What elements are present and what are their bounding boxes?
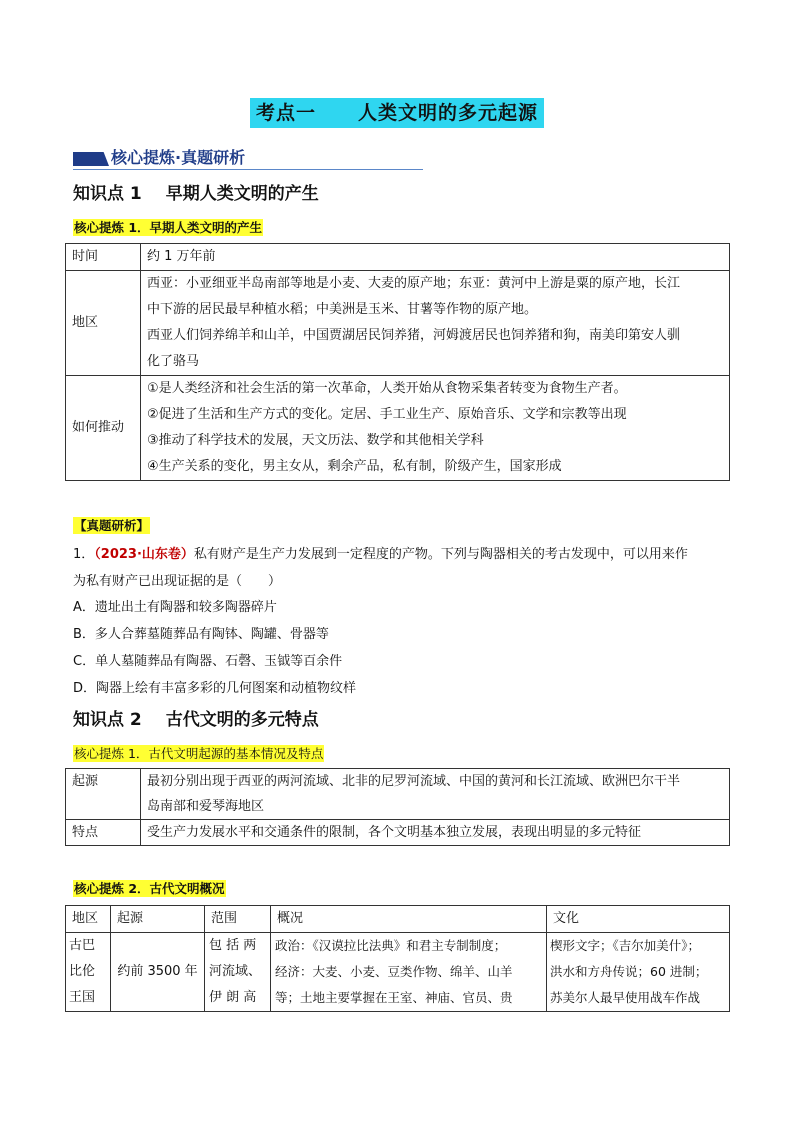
table-row xyxy=(66,820,730,846)
table-row xyxy=(66,376,730,481)
text-line: ③推动了科学技术的发展，天文历法、数学和其他相关学科 xyxy=(147,433,484,448)
text-line: 西亚人们饲养绵羊和山羊，中国贾湖居民饲养猪，河姆渡居民也饲养猪和狗，南美印第安人驯 xyxy=(147,328,681,343)
table-cell-overview xyxy=(271,933,547,1012)
text-line: 苏美尔人最早使用战车作战 xyxy=(550,990,701,1005)
question-text: 私有财产是生产力发展到一定程度的产物。下列与陶器相关的考古发现中，可以用来作 xyxy=(193,547,688,562)
page-title-wrap xyxy=(0,98,794,128)
table-ancient-civilizations xyxy=(65,905,730,1012)
banner-bar xyxy=(73,152,109,166)
text-line: ②促进了生活和生产方式的变化。定居、手工业生产、原始音乐、文学和宗教等出现 xyxy=(147,407,627,422)
question-number: 1． xyxy=(73,547,95,562)
kp1-number: 知识点 1 xyxy=(73,184,142,204)
table-cell-label: 特点 xyxy=(66,820,141,846)
table-header-cell: 范围 xyxy=(205,906,271,933)
table-cell-scope xyxy=(205,933,271,1012)
table-cell-label: 起源 xyxy=(66,769,141,820)
table-cell-culture xyxy=(547,933,730,1012)
banner-underline xyxy=(73,169,423,170)
text-line: 最初分别出现于西亚的两河流域、北非的尼罗河流域、中国的黄河和长江流域、欧洲巴尔干半 xyxy=(147,774,681,789)
knowledge-point-1 xyxy=(73,183,319,205)
table-row xyxy=(66,769,730,820)
text-line: 河流域、 xyxy=(209,964,262,979)
kp2-name: 古代文明的多元特点 xyxy=(165,710,319,730)
text-line: 楔形文字；《吉尔加美什》； xyxy=(550,938,701,953)
page-title xyxy=(250,98,544,128)
text-line: ①是人类经济和社会生活的第一次革命，人类开始从食物采集者转变为食物生产者。 xyxy=(147,381,627,396)
table-cell-value xyxy=(141,376,730,481)
table-cell-region xyxy=(66,933,111,1012)
text-line: 洪水和方舟传说；60 进制； xyxy=(550,964,708,979)
text-line: 化了骆马 xyxy=(147,354,200,369)
text-line: ④生产关系的变化，男主女从，剩余产品，私有制，阶级产生，国家形成 xyxy=(147,459,562,474)
table-cell-value xyxy=(141,271,730,376)
table-header-cell: 概况 xyxy=(271,906,547,933)
table-cell-value: 约 1 万年前 xyxy=(141,244,730,271)
text-line: 王国 xyxy=(69,990,96,1005)
table-header-row xyxy=(66,906,730,933)
table-early-civilization xyxy=(65,243,730,481)
title-part1: 考点一 xyxy=(255,102,316,124)
text-line: 古巴 xyxy=(69,938,96,953)
text-line: 比伦 xyxy=(69,964,96,979)
banner-text: 核心提炼·真题研析 xyxy=(111,148,246,167)
table-cell-label: 地区 xyxy=(66,271,141,376)
question-source: （2023·山东卷） xyxy=(94,547,194,562)
text-line: 政治：《汉谟拉比法典》和君主专制制度； xyxy=(275,938,507,953)
table-cell-label: 时间 xyxy=(66,244,141,271)
highlight-heading-3: 核心提炼 2．古代文明概况 xyxy=(74,881,225,896)
table-row xyxy=(66,244,730,271)
zhenti-heading: 【真题研析】 xyxy=(74,518,150,533)
table-cell-label: 如何推动 xyxy=(66,376,141,481)
section-banner xyxy=(73,148,423,170)
option-c: C．单人墓随葬品有陶器、石磬、玉钺等百余件 xyxy=(73,654,343,669)
question-line-1 xyxy=(73,541,733,568)
table-row xyxy=(66,271,730,376)
text-line: 中下游的居民最早种植水稻；中美洲是玉米、甘薯等作物的原产地。 xyxy=(147,302,538,317)
highlight-heading-2: 核心提炼 1．古代文明起源的基本情况及特点 xyxy=(74,746,324,761)
table-cell-value: 受生产力发展水平和交通条件的限制，各个文明基本独立发展，表现出明显的多元特征 xyxy=(141,820,730,846)
kp1-name: 早期人类文明的产生 xyxy=(165,184,319,204)
text-line: 等；土地主要掌握在王室、神庙、官员、贵 xyxy=(275,990,513,1005)
question-stem xyxy=(73,541,733,595)
question-line-2: 为私有财产已出现证据的是（ ） xyxy=(73,574,282,589)
text-line: 西亚：小亚细亚半岛南部等地是小麦、大麦的原产地；东亚：黄河中上游是粟的原产地，长江 xyxy=(147,276,681,291)
highlight-heading-1: 核心提炼 1．早期人类文明的产生 xyxy=(74,220,263,235)
table-header-cell: 文化 xyxy=(547,906,730,933)
text-line: 包 括 两 xyxy=(209,938,257,953)
table-row xyxy=(66,933,730,1012)
title-part2: 人类文明的多元起源 xyxy=(358,102,539,124)
kp2-number: 知识点 2 xyxy=(73,710,142,730)
table-header-cell: 地区 xyxy=(66,906,111,933)
text-line: 岛南部和爱琴海地区 xyxy=(147,799,265,814)
knowledge-point-2 xyxy=(73,709,319,731)
text-line: 伊 朗 高 xyxy=(209,990,257,1005)
table-cell-value xyxy=(141,769,730,820)
table-civilization-origin xyxy=(65,768,730,846)
table-cell-origin: 约前 3500 年 xyxy=(111,933,205,1012)
table-header-cell: 起源 xyxy=(111,906,205,933)
option-a: A．遗址出土有陶器和较多陶器碎片 xyxy=(73,600,277,615)
text-line: 经济：大麦、小麦、豆类作物、绵羊、山羊 xyxy=(275,964,513,979)
option-d: D．陶器上绘有丰富多彩的几何图案和动植物纹样 xyxy=(73,681,357,696)
option-b: B．多人合葬墓随葬品有陶钵、陶罐、骨器等 xyxy=(73,627,329,642)
